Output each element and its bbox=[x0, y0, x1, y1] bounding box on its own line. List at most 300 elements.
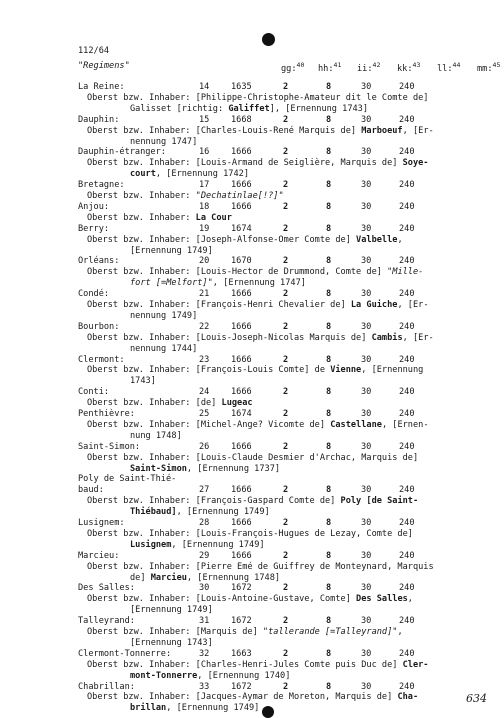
text-segment: , [Ernennung 1748] bbox=[186, 572, 281, 583]
surname: Castellane bbox=[330, 419, 382, 430]
regiment-name: Clermont: bbox=[78, 354, 125, 365]
regiment-number: 16 bbox=[199, 147, 210, 158]
handwritten-folio-mark: 634 bbox=[466, 692, 487, 705]
text-segment: Oberst bzw. Inhaber: [Charles-Louis-René Marquis de] bbox=[87, 125, 362, 136]
value-men: 30 bbox=[361, 114, 372, 125]
quoted-name: "tallerande [=Talleyrand]" bbox=[262, 627, 398, 638]
entry-data-row bbox=[78, 442, 498, 453]
description-line bbox=[87, 573, 498, 584]
description-line bbox=[87, 246, 498, 257]
commander-description bbox=[78, 660, 498, 682]
text-segment: Oberst bzw. Inhaber: [Charles-Henri-Jules Comte puis Duc de] bbox=[87, 659, 403, 670]
value-men: 30 bbox=[361, 201, 372, 212]
regiment-number: 24 bbox=[199, 387, 210, 398]
surname: Cambis bbox=[371, 332, 403, 343]
value-companies: 8 bbox=[326, 256, 332, 267]
surname: Cha- bbox=[397, 692, 419, 703]
value-total: 240 bbox=[399, 387, 415, 398]
header-column-footnote: 42 bbox=[372, 61, 381, 69]
surname: La Guiche bbox=[350, 300, 398, 310]
regiment-entry bbox=[78, 355, 498, 388]
regiment-year: 1666 bbox=[231, 147, 252, 158]
description-line bbox=[87, 464, 498, 475]
regiment-number: 32 bbox=[199, 648, 210, 659]
text-segment: de] bbox=[130, 572, 151, 583]
text-segment: , [Ernennung 1737] bbox=[186, 463, 281, 474]
value-battalions: 2 bbox=[283, 550, 289, 561]
regiment-number: 23 bbox=[199, 354, 210, 365]
description-line bbox=[87, 137, 498, 148]
regiment-year: 1670 bbox=[231, 256, 252, 267]
text-segment: Oberst bzw. Inhaber: [de] bbox=[87, 398, 222, 409]
regiment-number: 20 bbox=[199, 256, 210, 267]
regiment-number: 30 bbox=[199, 583, 210, 594]
regiment-list bbox=[78, 82, 498, 714]
value-companies: 8 bbox=[326, 289, 332, 300]
description-line bbox=[87, 333, 498, 344]
commander-description bbox=[78, 191, 498, 202]
regiment-name: Berry: bbox=[78, 223, 110, 234]
description-line bbox=[87, 213, 498, 224]
description-line bbox=[87, 638, 498, 649]
regiment-year: 1672 bbox=[231, 583, 252, 594]
value-companies: 8 bbox=[326, 583, 332, 594]
description-line bbox=[87, 420, 498, 431]
commander-description bbox=[78, 692, 498, 714]
surname: Des Salles bbox=[356, 594, 408, 605]
commander-description bbox=[78, 93, 498, 115]
surname: Galiffet bbox=[228, 103, 270, 114]
text-segment: , [Ernennung 1742] bbox=[155, 169, 250, 180]
text-segment: Oberst bzw. Inhaber: [François-Louis Comte] de bbox=[87, 365, 331, 376]
entry-data-row bbox=[78, 322, 498, 333]
quoted-name: "Mille- bbox=[387, 267, 424, 278]
value-companies: 8 bbox=[326, 485, 332, 496]
text-segment: , bbox=[397, 234, 403, 245]
value-battalions: 2 bbox=[283, 681, 289, 692]
description-line bbox=[87, 540, 498, 551]
regiment-name: Orléans: bbox=[78, 256, 120, 267]
description-line bbox=[87, 627, 498, 638]
description-line bbox=[87, 126, 498, 137]
description-line bbox=[87, 104, 498, 115]
regiment-number: 33 bbox=[199, 681, 210, 692]
surname: Thiébaud] bbox=[130, 507, 177, 518]
value-men: 30 bbox=[361, 681, 372, 692]
regiment-name: Lusignem: bbox=[78, 518, 125, 529]
entry-data-row bbox=[78, 485, 498, 496]
value-companies: 8 bbox=[326, 550, 332, 561]
regiment-number: 18 bbox=[199, 201, 210, 212]
text-segment: Oberst bzw. Inhaber: [Michel-Ange? Vicomte de] bbox=[87, 419, 331, 430]
entry-data-row bbox=[78, 289, 498, 300]
header-column-1 bbox=[318, 61, 341, 74]
entry-data-row bbox=[78, 682, 498, 693]
header-column-2 bbox=[357, 61, 380, 74]
regiment-entry bbox=[78, 82, 498, 115]
value-men: 30 bbox=[361, 583, 372, 594]
value-companies: 8 bbox=[326, 409, 332, 420]
value-total: 240 bbox=[399, 583, 415, 594]
regiment-name: Saint-Simon: bbox=[78, 441, 141, 452]
value-battalions: 2 bbox=[283, 583, 289, 594]
regiment-name: Bourbon: bbox=[78, 321, 120, 332]
surname: Poly [de Saint- bbox=[340, 496, 419, 507]
regiment-entry bbox=[78, 616, 498, 649]
regiment-year: 1666 bbox=[231, 201, 252, 212]
entry-data-row bbox=[78, 224, 498, 235]
regiment-entry bbox=[78, 289, 498, 322]
regiment-year: 1666 bbox=[231, 550, 252, 561]
text-segment: Oberst bzw. Inhaber: [Louis-Antoine-Gustave, Comte] bbox=[87, 594, 357, 605]
text-segment: 1743] bbox=[130, 376, 156, 387]
commander-description bbox=[78, 158, 498, 180]
entry-data-row bbox=[78, 616, 498, 627]
entry-data-row bbox=[78, 256, 498, 267]
regiment-year: 1668 bbox=[231, 114, 252, 125]
value-men: 30 bbox=[361, 82, 372, 92]
regiment-year: 1666 bbox=[231, 321, 252, 332]
value-men: 30 bbox=[361, 180, 372, 191]
regiment-entry bbox=[78, 518, 498, 551]
value-battalions: 2 bbox=[283, 409, 289, 420]
text-segment: Oberst bzw. Inhaber: [Philippe-Christophe-Amateur dit le Comte de] bbox=[87, 92, 429, 103]
text-segment: , bbox=[407, 594, 413, 605]
description-line bbox=[87, 692, 498, 703]
regiment-name: Clermont-Tonnerre: bbox=[78, 648, 172, 659]
regiment-number: 28 bbox=[199, 518, 210, 529]
surname: Valbelle bbox=[356, 234, 398, 245]
description-line bbox=[87, 191, 498, 202]
regiment-year: 1666 bbox=[231, 441, 252, 452]
description-line bbox=[87, 507, 498, 518]
entry-data-row bbox=[78, 649, 498, 660]
value-total: 240 bbox=[399, 289, 415, 300]
regiment-number: 22 bbox=[199, 321, 210, 332]
value-companies: 8 bbox=[326, 82, 332, 92]
text-segment: [Ernennung 1749] bbox=[130, 245, 213, 256]
description-line bbox=[87, 93, 498, 104]
value-total: 240 bbox=[399, 223, 415, 234]
description-line bbox=[87, 496, 498, 507]
value-companies: 8 bbox=[326, 201, 332, 212]
description-line bbox=[87, 235, 498, 246]
surname: Marboeuf bbox=[361, 125, 403, 136]
header-column-label: ii: bbox=[357, 64, 373, 74]
text-segment: [Ernennung 1749] bbox=[130, 605, 213, 616]
quoted-name: "Dechatinlae[!?]" bbox=[195, 191, 284, 201]
value-battalions: 2 bbox=[283, 321, 289, 332]
regiment-number: 19 bbox=[199, 223, 210, 234]
text-segment: Oberst bzw. Inhaber: [Marquis de] bbox=[87, 627, 263, 638]
text-segment: Oberst bzw. Inhaber: [Pierre Emé de Guiffrey de Monteynard, Marquis bbox=[87, 561, 434, 572]
surname: Soye- bbox=[402, 158, 429, 169]
entry-data-row bbox=[78, 115, 498, 126]
text-segment: Galisset [richtig: bbox=[130, 103, 229, 114]
regiment-number: 14 bbox=[199, 82, 210, 92]
value-battalions: 2 bbox=[283, 616, 289, 627]
regiment-year: 1666 bbox=[231, 387, 252, 398]
regiment-year: 1666 bbox=[231, 485, 252, 496]
header-column-footnote: 40 bbox=[296, 61, 305, 69]
commander-description bbox=[78, 562, 498, 584]
value-companies: 8 bbox=[326, 180, 332, 191]
regiment-entry bbox=[78, 115, 498, 148]
description-line bbox=[87, 660, 498, 671]
commander-description bbox=[78, 333, 498, 355]
commander-description bbox=[78, 420, 498, 442]
text-segment: Oberst bzw. Inhaber: [Louis-Hector de Drummond, Comte de] bbox=[87, 267, 388, 278]
entry-data-row bbox=[78, 518, 498, 529]
description-line bbox=[87, 267, 498, 278]
regiment-number: 29 bbox=[199, 550, 210, 561]
page-number: 112/64 bbox=[78, 46, 110, 56]
header-column-footnote: 41 bbox=[333, 61, 342, 69]
text-segment: Oberst bzw. Inhaber: [François-Henri Chevalier de] bbox=[87, 300, 351, 310]
header-column-label: ll: bbox=[437, 64, 453, 74]
punch-hole-top bbox=[262, 33, 275, 46]
regiment-year: 1674 bbox=[231, 223, 252, 234]
value-battalions: 2 bbox=[283, 648, 289, 659]
commander-description bbox=[78, 235, 498, 257]
value-battalions: 2 bbox=[283, 485, 289, 496]
value-total: 240 bbox=[399, 147, 415, 158]
value-battalions: 2 bbox=[283, 82, 289, 92]
commander-description bbox=[78, 267, 498, 289]
description-line bbox=[87, 376, 498, 387]
regiment-name: Penthièvre: bbox=[78, 409, 135, 420]
text-segment: , [Er- bbox=[402, 332, 434, 343]
regiment-name: Condé: bbox=[78, 289, 110, 300]
description-line bbox=[87, 158, 498, 169]
description-line bbox=[87, 594, 498, 605]
commander-description bbox=[78, 453, 498, 475]
entry-data-row bbox=[78, 409, 498, 420]
header-column-label: mm: bbox=[477, 64, 493, 74]
header-column-footnote: 45 bbox=[492, 61, 501, 69]
regiment-name: Des Salles: bbox=[78, 583, 135, 594]
text-segment: , [Ernen- bbox=[381, 419, 429, 430]
value-total: 240 bbox=[399, 321, 415, 332]
regiment-number: 31 bbox=[199, 616, 210, 627]
regiment-entry bbox=[78, 224, 498, 257]
header-column-label: gg: bbox=[281, 64, 297, 74]
text-segment: Oberst bzw. Inhaber: [Louis-Armand de Seiglière, Marquis de] bbox=[87, 158, 403, 169]
entry-data-row bbox=[78, 147, 498, 158]
text-segment: , bbox=[397, 627, 403, 638]
text-segment: nennung 1747] bbox=[130, 136, 198, 147]
regiment-name: La Reine: bbox=[78, 82, 125, 92]
text-segment: Oberst bzw. Inhaber: bbox=[87, 212, 196, 223]
value-total: 240 bbox=[399, 180, 415, 191]
regiment-number: 21 bbox=[199, 289, 210, 300]
text-segment: ], [Ernennung 1743] bbox=[269, 103, 369, 114]
value-companies: 8 bbox=[326, 681, 332, 692]
regiment-year: 1666 bbox=[231, 518, 252, 529]
regiment-entry bbox=[78, 551, 498, 584]
regiment-year: 1663 bbox=[231, 648, 252, 659]
regiment-entry bbox=[78, 649, 498, 682]
value-men: 30 bbox=[361, 441, 372, 452]
header-column-label: hh: bbox=[318, 64, 334, 74]
value-companies: 8 bbox=[326, 387, 332, 398]
value-men: 30 bbox=[361, 550, 372, 561]
regiment-name: Poly de Saint-Thié- bbox=[78, 474, 177, 485]
regiment-name: Dauphin: bbox=[78, 114, 120, 125]
description-line bbox=[87, 278, 498, 289]
value-battalions: 2 bbox=[283, 518, 289, 529]
value-total: 240 bbox=[399, 82, 415, 92]
regiment-name: Bretagne: bbox=[78, 180, 125, 191]
regiment-name: Chabrillan: bbox=[78, 681, 135, 692]
text-segment: , [Ernennung bbox=[361, 365, 424, 376]
punch-hole-bottom bbox=[262, 706, 274, 718]
regiment-number: 15 bbox=[199, 114, 210, 125]
description-line bbox=[87, 311, 498, 322]
text-segment: Oberst bzw. Inhaber: [Jacques-Aymar de Moreton, Marquis de] bbox=[87, 692, 398, 703]
value-companies: 8 bbox=[326, 321, 332, 332]
value-men: 30 bbox=[361, 648, 372, 659]
regiment-name: Dauphin-étranger: bbox=[78, 147, 166, 158]
value-companies: 8 bbox=[326, 441, 332, 452]
description-line bbox=[87, 671, 498, 682]
entry-data-row bbox=[78, 551, 498, 562]
regiment-year: 1635 bbox=[231, 82, 252, 92]
commander-description bbox=[78, 529, 498, 551]
value-companies: 8 bbox=[326, 616, 332, 627]
value-battalions: 2 bbox=[283, 289, 289, 300]
regiment-entry bbox=[78, 202, 498, 224]
regiment-number: 17 bbox=[199, 180, 210, 191]
value-total: 240 bbox=[399, 409, 415, 420]
regiment-number: 25 bbox=[199, 409, 210, 420]
surname: Lusignem bbox=[130, 539, 172, 550]
regiment-number: 27 bbox=[199, 485, 210, 496]
value-men: 30 bbox=[361, 289, 372, 300]
entry-data-row bbox=[78, 180, 498, 191]
regiment-entry bbox=[78, 387, 498, 409]
surname: Marcieu bbox=[150, 572, 187, 583]
header-column-5 bbox=[477, 61, 500, 74]
value-battalions: 2 bbox=[283, 354, 289, 365]
value-battalions: 2 bbox=[283, 114, 289, 125]
text-segment: Oberst bzw. Inhaber: [François-Gaspard Comte de] bbox=[87, 496, 341, 507]
text-segment: Oberst bzw. Inhaber: [Louis-Claude Desmier d'Archac, Marquis de] bbox=[87, 452, 419, 463]
header-column-footnote: 43 bbox=[412, 61, 421, 69]
regiment-entry bbox=[78, 442, 498, 475]
entry-data-row bbox=[78, 82, 498, 93]
surname: brillan bbox=[130, 703, 167, 714]
surname: La Cour bbox=[195, 212, 232, 223]
description-line bbox=[87, 453, 498, 464]
regiment-year: 1666 bbox=[231, 354, 252, 365]
text-segment: , [Ernennung 1749] bbox=[171, 539, 265, 550]
header-title: "Regimens" bbox=[78, 61, 130, 71]
surname: court bbox=[130, 169, 156, 180]
regiment-entry bbox=[78, 409, 498, 442]
regiment-year: 1672 bbox=[231, 616, 252, 627]
value-total: 240 bbox=[399, 648, 415, 659]
commander-description bbox=[78, 627, 498, 649]
description-line bbox=[87, 169, 498, 180]
value-total: 240 bbox=[399, 518, 415, 529]
value-companies: 8 bbox=[326, 354, 332, 365]
value-companies: 8 bbox=[326, 223, 332, 234]
value-battalions: 2 bbox=[283, 387, 289, 398]
value-battalions: 2 bbox=[283, 223, 289, 234]
value-total: 240 bbox=[399, 681, 415, 692]
text-segment: Oberst bzw. Inhaber: [Joseph-Alfonse-Omer Comte de] bbox=[87, 234, 357, 245]
value-companies: 8 bbox=[326, 114, 332, 125]
regiment-entry bbox=[78, 682, 498, 715]
value-men: 30 bbox=[361, 321, 372, 332]
entry-data-row bbox=[78, 583, 498, 594]
header-column-0 bbox=[281, 61, 304, 74]
value-men: 30 bbox=[361, 518, 372, 529]
value-battalions: 2 bbox=[283, 201, 289, 212]
regiment-number: 26 bbox=[199, 441, 210, 452]
header-column-footnote: 44 bbox=[452, 61, 461, 69]
text-segment: Oberst bzw. Inhaber: bbox=[87, 191, 196, 201]
value-battalions: 2 bbox=[283, 256, 289, 267]
value-men: 30 bbox=[361, 409, 372, 420]
surname: Lugeac bbox=[221, 398, 253, 409]
regiment-year: 1666 bbox=[231, 289, 252, 300]
entry-data-row bbox=[78, 387, 498, 398]
regiment-entry bbox=[78, 322, 498, 355]
value-total: 240 bbox=[399, 550, 415, 561]
description-line bbox=[87, 344, 498, 355]
regiment-year: 1672 bbox=[231, 681, 252, 692]
value-battalions: 2 bbox=[283, 147, 289, 158]
text-segment: , [Ernennung 1749] bbox=[166, 703, 260, 714]
description-line bbox=[87, 365, 498, 376]
description-line bbox=[87, 300, 498, 311]
value-total: 240 bbox=[399, 354, 415, 365]
value-men: 30 bbox=[361, 256, 372, 267]
surname: Cler- bbox=[402, 659, 429, 670]
commander-description bbox=[78, 300, 498, 322]
description-line bbox=[87, 562, 498, 573]
quoted-name: fort [=Melfort]" bbox=[130, 278, 213, 289]
commander-description bbox=[78, 213, 498, 224]
text-segment: nennung 1749] bbox=[130, 310, 198, 321]
surname: mont-Tonnerre bbox=[130, 670, 198, 681]
text-segment: , [Ernennung 1740] bbox=[197, 670, 291, 681]
regiment-year: 1674 bbox=[231, 409, 252, 420]
regiment-entry bbox=[78, 180, 498, 202]
regiment-entry bbox=[78, 474, 498, 518]
value-men: 30 bbox=[361, 354, 372, 365]
description-line bbox=[87, 398, 498, 409]
value-battalions: 2 bbox=[283, 180, 289, 191]
text-segment: , [Er- bbox=[402, 125, 434, 136]
text-segment: , [Ernennung 1747] bbox=[212, 278, 306, 289]
value-total: 240 bbox=[399, 616, 415, 627]
value-companies: 8 bbox=[326, 518, 332, 529]
value-companies: 8 bbox=[326, 147, 332, 158]
regiment-entry bbox=[78, 256, 498, 289]
commander-description bbox=[78, 126, 498, 148]
header-column-label: kk: bbox=[397, 64, 413, 74]
entry-name-row bbox=[78, 474, 498, 485]
value-total: 240 bbox=[399, 114, 415, 125]
text-segment: nennung 1744] bbox=[130, 343, 198, 354]
regiment-entry bbox=[78, 583, 498, 616]
text-segment: nung 1748] bbox=[130, 430, 182, 441]
entry-data-row bbox=[78, 202, 498, 213]
regiment-name: Anjou: bbox=[78, 201, 110, 212]
